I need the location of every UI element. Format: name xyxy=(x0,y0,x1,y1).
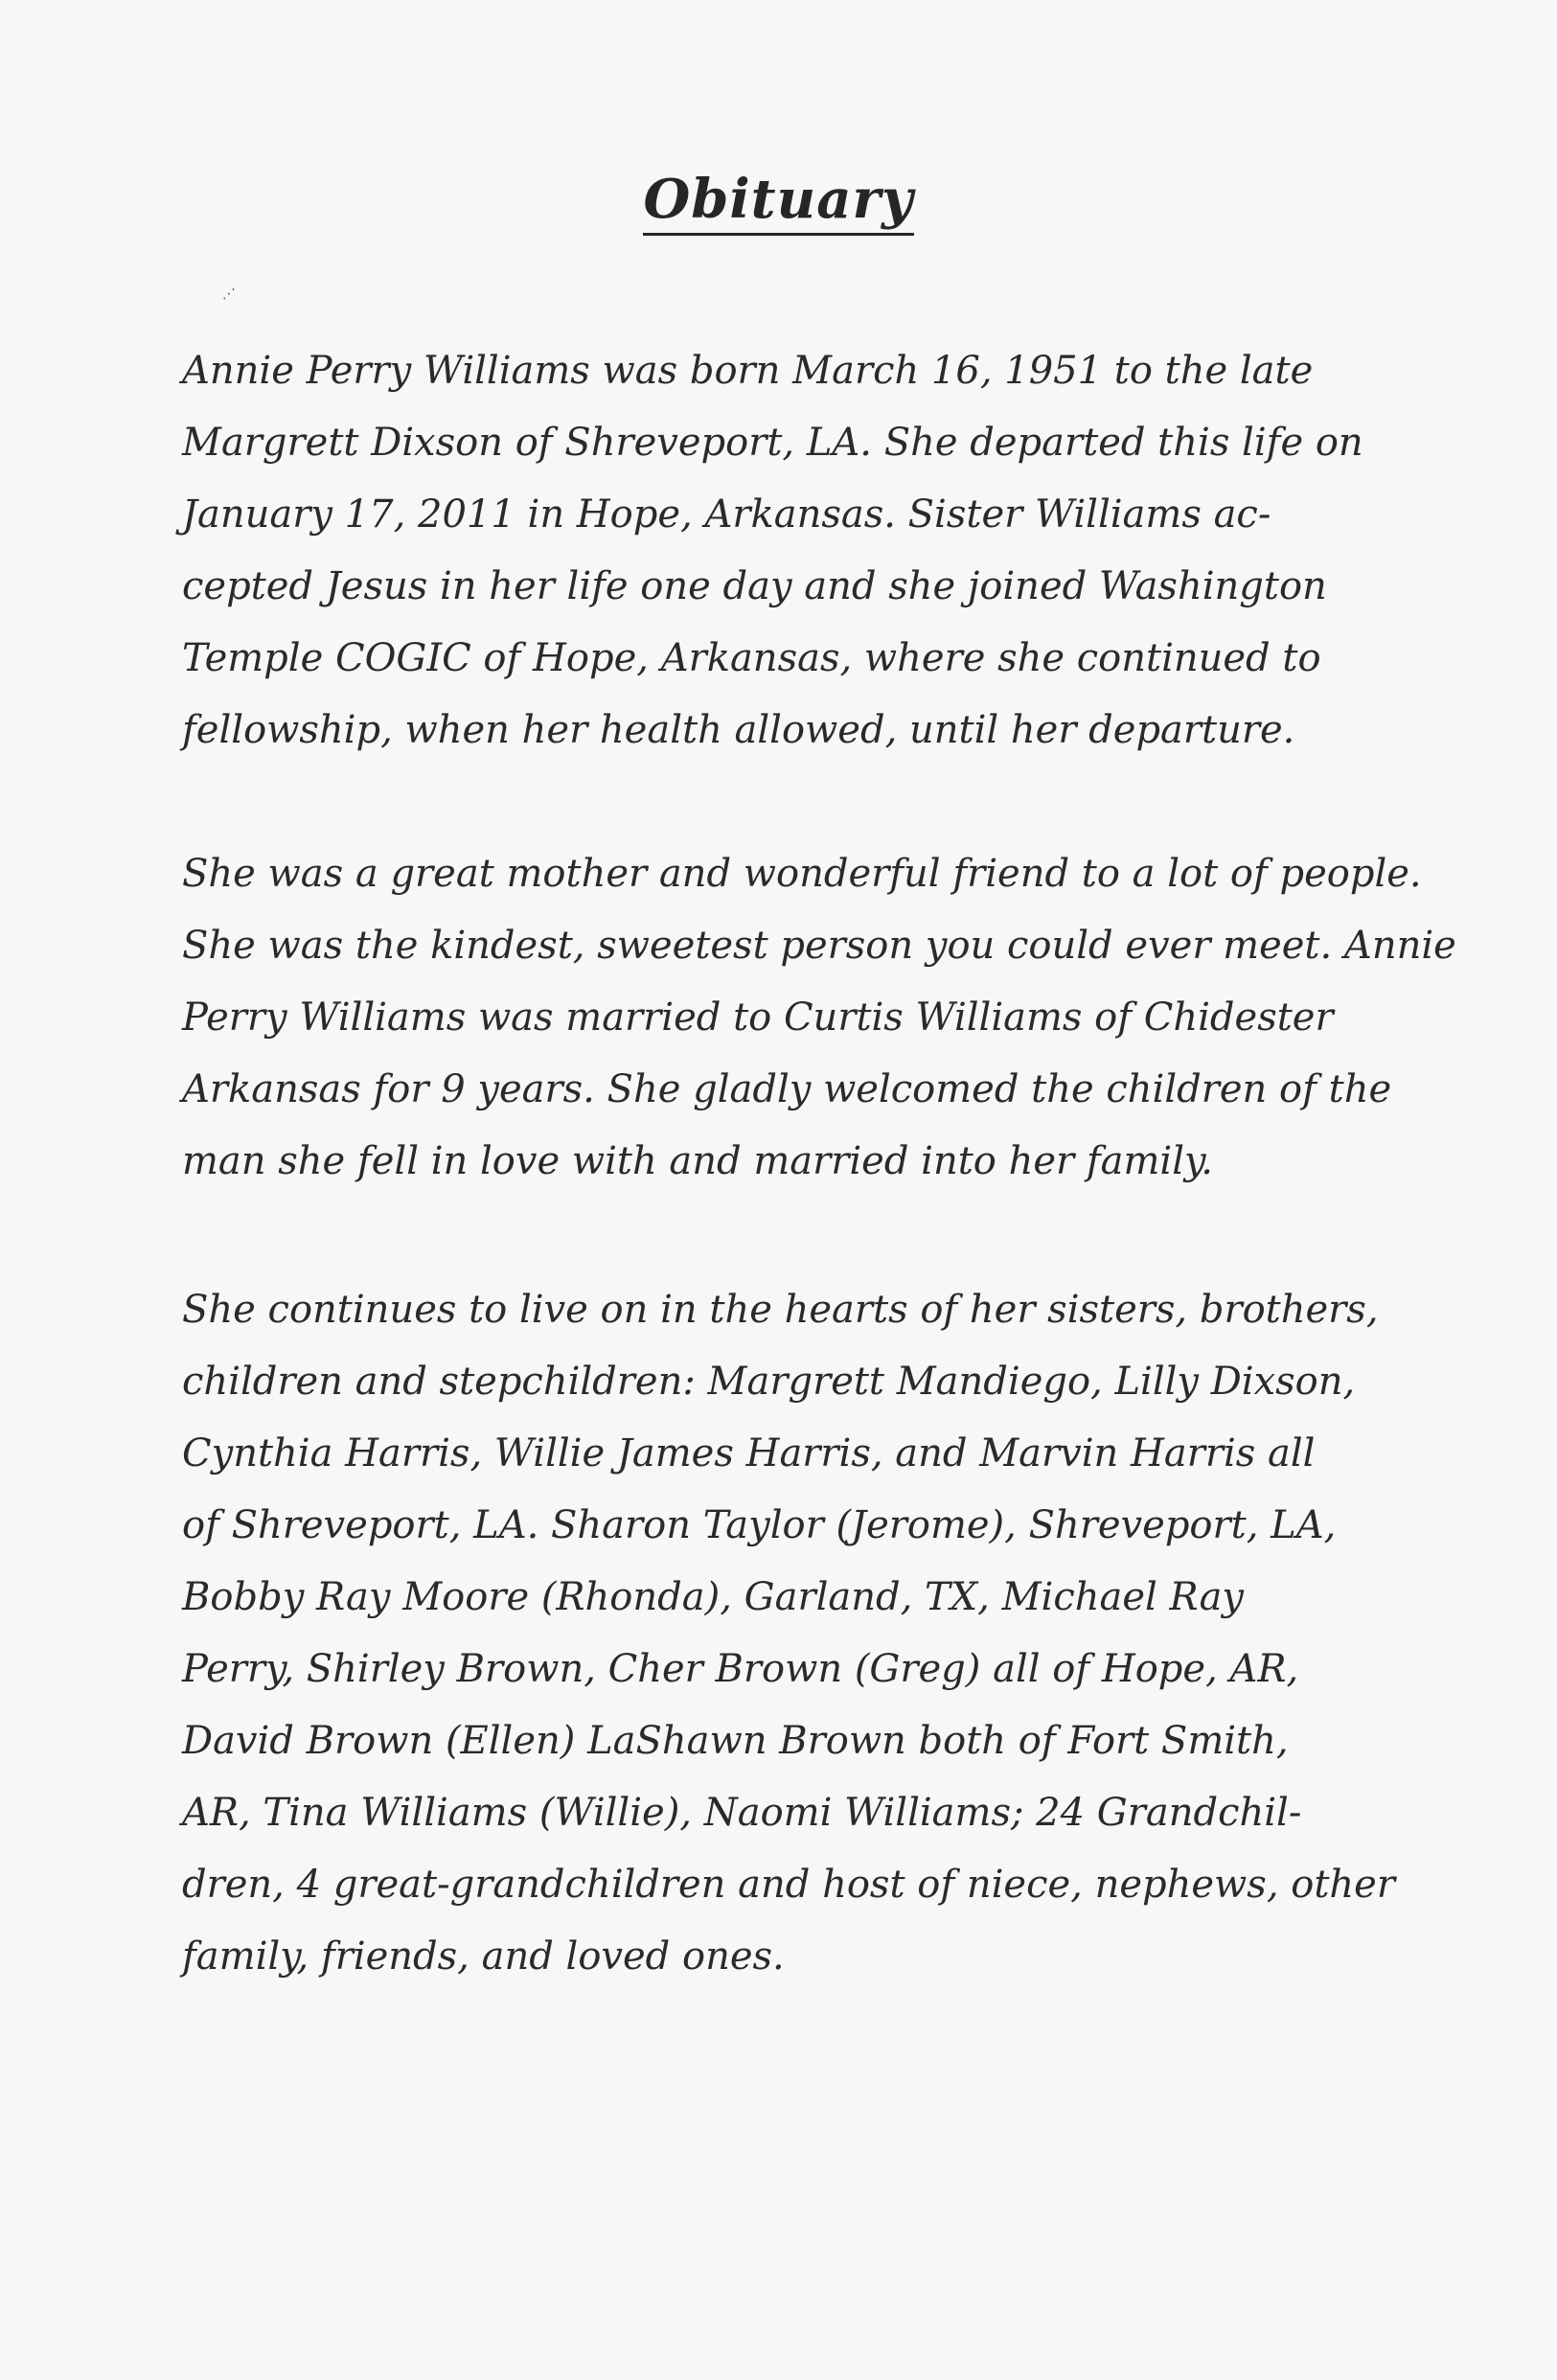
paragraph-2 xyxy=(182,838,1456,1198)
paragraph-1 xyxy=(182,335,1408,767)
text-line: children and stepchildren: Margrett Mandiego, Lilly Dixson, xyxy=(182,1360,1356,1404)
text-line: Arkansas for 9 years. She gladly welcomed the children of the xyxy=(182,1067,1392,1111)
text-line: Temple COGIC of Hope, Arkansas, where she continued to xyxy=(182,636,1321,680)
text-line: man she fell in love with and married into her family. xyxy=(182,1139,1214,1183)
text-line: Annie Perry Williams was born March 16, 1951 to the late xyxy=(182,349,1314,393)
text-line: She was the kindest, sweetest person you could ever meet. Annie xyxy=(182,924,1456,968)
text-line: Perry Williams was married to Curtis Williams of Chidester xyxy=(182,995,1334,1040)
text-line: of Shreveport, LA. Sharon Taylor (Jerome), Shreveport, LA, xyxy=(182,1503,1337,1547)
paragraph-3 xyxy=(182,1274,1408,1993)
text-line: David Brown (Ellen) LaShawn Brown both of Fort Smith, xyxy=(182,1719,1289,1763)
page-title xyxy=(0,161,1557,238)
text-line: Cynthia Harris, Willie James Harris, and Marvin Harris all xyxy=(182,1431,1316,1476)
scan-speck-decoration: ⋰ xyxy=(222,286,236,302)
text-line: family, friends, and loved ones. xyxy=(182,1934,785,1979)
text-line: January 17, 2011 in Hope, Arkansas. Sister Williams ac- xyxy=(182,492,1271,537)
text-line: Perry, Shirley Brown, Cher Brown (Greg) all of Hope, AR, xyxy=(182,1647,1299,1691)
text-line: fellowship, when her health allowed, until her departure. xyxy=(182,708,1295,752)
text-line: She was a great mother and wonderful friend to a lot of people. xyxy=(182,852,1422,896)
text-line: Bobby Ray Moore (Rhonda), Garland, TX, Michael Ray xyxy=(182,1575,1245,1619)
text-line: AR, Tina Williams (Willie), Naomi Williams; 24 Grandchil- xyxy=(182,1791,1302,1835)
text-line: Margrett Dixson of Shreveport, LA. She departed this life on xyxy=(182,421,1363,465)
text-line: cepted Jesus in her life one day and she joined Washington xyxy=(182,564,1327,608)
text-line: dren, 4 great-grandchildren and host of niece, nephews, other xyxy=(182,1863,1395,1907)
text-line: She continues to live on in the hearts of her sisters, brothers, xyxy=(182,1288,1379,1332)
page-title-text: Obituary xyxy=(643,168,913,236)
